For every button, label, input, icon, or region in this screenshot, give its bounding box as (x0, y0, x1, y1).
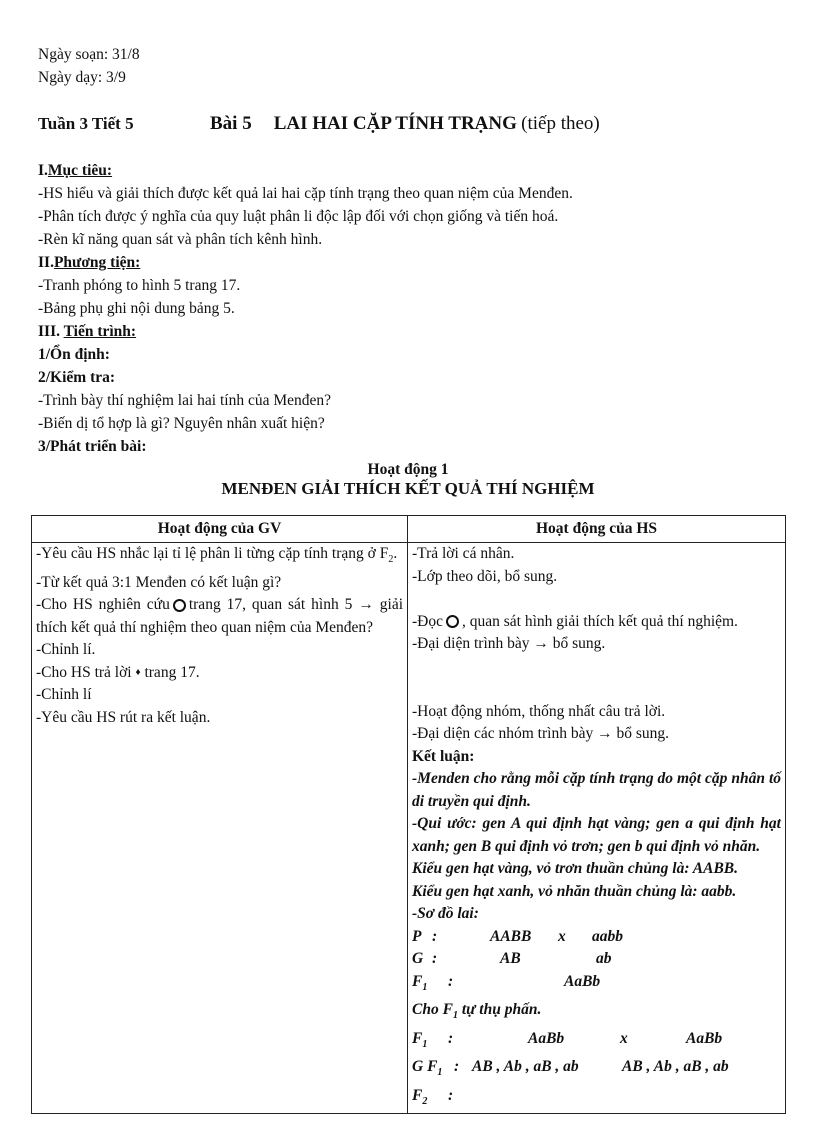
conclusion-line: Kiểu gen hạt xanh, vỏ nhăn thuần chủng là: aabb. (412, 882, 737, 900)
conclusion-line: -Menden cho rằng mỗi cặp tính trạng do một cặp nhân tố di truyền qui định. (412, 770, 781, 810)
means-heading: II.Phương tiện: (38, 254, 141, 271)
develop-heading: 3/Phát triển bài: (38, 438, 147, 455)
objective-item: -Rèn kĩ năng quan sát và phân tích kênh hình. (38, 231, 323, 248)
stabilize-heading: 1/Ổn định: (38, 346, 110, 363)
student-line (412, 678, 781, 701)
cross-row-f1: $F_1$ : AaBb (412, 972, 601, 993)
cross-diagram-label: -Sơ đồ lai: (412, 905, 479, 922)
teacher-line: -Cho HS trả lời ♦ trang 17. (36, 663, 200, 681)
student-line (412, 588, 781, 611)
check-question: -Trình bày thí nghiệm lai hai tính của Menđen? (38, 392, 332, 409)
activity-title: MENĐEN GIẢI THÍCH KẾT QUẢ THÍ NGHIỆM (221, 479, 595, 498)
student-line: -Hoạt động nhóm, thống nhất câu trả lời. (412, 702, 666, 720)
student-line: -Đại diện các nhóm trình bày → bổ sung. (412, 725, 669, 742)
teacher-activity-cell (32, 543, 408, 1114)
teacher-line: -Yêu cầu HS rút ra kết luận. (36, 708, 211, 726)
teacher-line: -Cho HS nghiên cứu trang 17, quan sát hình 5 → giải thích kết quả thí nghiệm theo quan niệm của Menđen? (36, 596, 404, 636)
prep-date: Ngày soạn: 31/8 (38, 46, 140, 63)
teacher-line: -Chỉnh lí (36, 686, 92, 704)
process-heading: III. Tiến trình: (38, 323, 137, 340)
means-item: -Tranh phóng to hình 5 trang 17. (38, 277, 241, 294)
lesson-topic: LAI HAI CẶP TÍNH TRẠNG (273, 113, 517, 134)
objective-item: -Phân tích được ý nghĩa của quy luật phân li độc lập đối với chọn giống và tiến hoá. (38, 208, 559, 225)
teacher-line: -Từ kết quả 3:1 Menđen có kết luận gì? (36, 573, 282, 591)
cross-row-g: G : AB ab (412, 950, 612, 967)
student-activity-cell (408, 543, 786, 1114)
conclusion-line: -Qui ước: gen A qui định hạt vàng; gen a qui định hạt xanh; gen B qui định vỏ trơn; gen b qui định vỏ nhăn. (412, 815, 781, 855)
teacher-line: -Yêu cầu HS nhắc lại tỉ lệ phân li từng cặp tính trạng ở $F_2$. (36, 545, 398, 566)
student-line (412, 656, 781, 679)
column-header-student: Hoạt động của HS (408, 516, 786, 543)
student-line: -Lớp theo dõi, bổ sung. (412, 567, 558, 585)
activity-table (31, 515, 786, 1114)
objective-item: -HS hiểu và giải thích được kết quả lai hai cặp tính trạng theo quan niệm của Menđen. (38, 185, 573, 202)
diamond-bullet-icon: ♦ (135, 666, 141, 678)
activity-label: Hoạt động 1 (367, 461, 449, 478)
lesson-title-row (38, 112, 600, 135)
objectives-heading: I.Mục tiêu: (38, 162, 113, 179)
teach-date: Ngày dạy: 3/9 (38, 69, 126, 86)
student-line: -Đọc , quan sát hình giải thích kết quả thí nghiệm. (412, 612, 738, 630)
student-line: -Trả lời cá nhân. (412, 545, 515, 562)
means-item: -Bảng phụ ghi nội dung bảng 5. (38, 300, 235, 317)
student-line: -Đại diện trình bày → bổ sung. (412, 635, 606, 652)
check-question: -Biến dị tổ hợp là gì? Nguyên nhân xuất hiện? (38, 415, 325, 432)
conclusion-heading: Kết luận: (412, 747, 475, 765)
cross-row-f1-self: $F_1$ : AaBb x AaBb (412, 1029, 723, 1050)
info-circle-icon (173, 599, 186, 612)
teacher-line: -Chỉnh lí. (36, 641, 96, 659)
week-period: Tuần 3 Tiết 5 (38, 114, 134, 133)
column-header-teacher: Hoạt động của GV (32, 516, 408, 543)
conclusion-line: Kiểu gen hạt vàng, vỏ trơn thuần chủng là: AABB. (412, 860, 739, 877)
lesson-number: Bài 5 (210, 113, 252, 134)
check-heading: 2/Kiểm tra: (38, 369, 116, 386)
cross-row-p: P : AABB x aabb (412, 927, 623, 945)
cross-row-f2: $F_2$ : (412, 1086, 454, 1107)
self-pollination-line: Cho $F_1$ tự thụ phấn. (412, 1001, 542, 1022)
info-circle-icon (446, 615, 459, 628)
lesson-suffix: (tiếp theo) (521, 113, 600, 134)
cross-row-gametes: G $F_1$ : AB , Ab , aB , ab AB , Ab , aB , ab (412, 1058, 729, 1079)
